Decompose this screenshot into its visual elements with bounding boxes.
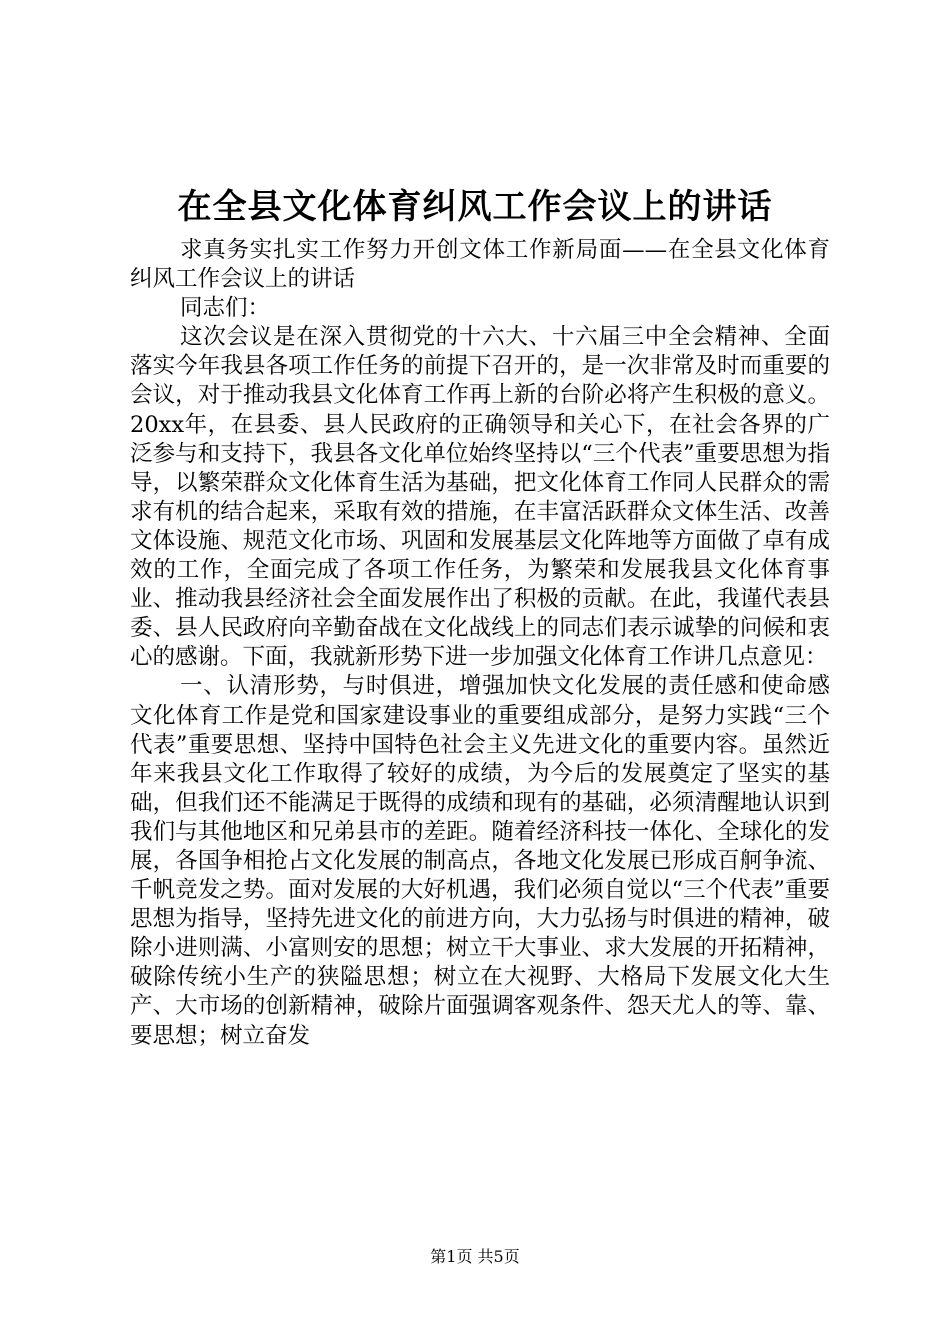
body-paragraph: 这次会议是在深入贯彻党的十六大、十六届三中全会精神、全面落实今年我县各项工作任务的前提下召开的，是一次非常及时而重要的会议，对于推动我县文化体育工作再上新的台阶必将产生积极的意义。20xx年，在县委、县人民政府的正确领导和关心下，在社会各界的广泛参与和支持下，我县各文化单位始终坚持以“三个代表”重要思想为指导，以繁荣群众文化体育生活为基础，把文化体育工作同人民群众的需求有机的结合起来，采取有效的措施，在丰富活跃群众文体生活、改善文体设施、规范文化市场、巩固和发展基层文化阵地等方面做了卓有成效的工作，全面完成了各项工作任务，为繁荣和发展我县文化体育事业、推动我县经济社会全面发展作出了积极的贡献。在此，我谨代表县委、县人民政府向辛勤奋战在文化战线上的同志们表示诚挚的问候和衷心的感谢。下面，我就新形势下进一步加强文化体育工作讲几点意见：: [130, 324, 830, 671]
page-number-footer: 第1页 共5页: [430, 1247, 520, 1266]
subtitle-paragraph: 求真务实扎实工作努力开创文体工作新局面——在全县文化体育纠风工作会议上的讲话: [130, 237, 830, 293]
document-body: [130, 236, 830, 1051]
body-paragraph: 一、认清形势，与时俱进，增强加快文化发展的责任感和使命感文化体育工作是党和国家建设事业的重要组成部分，是努力实践“三个代表”重要思想、坚持中国特色社会主义先进文化的重要内容。虽然近年来我县文化工作取得了较好的成绩，为今后的发展奠定了坚实的基础，但我们还不能满足于既得的成绩和现有的基础，必须清醒地认识到我们与其他地区和兄弟县市的差距。随着经济科技一体化、全球化的发展，各国争相抢占文化发展的制高点，各地文化发展已形成百舸争流、千帆竞发之势。面对发展的大好机遇，我们必须自觉以“三个代表”重要思想为指导，坚持先进文化的前进方向，大力弘扬与时俱进的精神，破除小进则满、小富则安的思想；树立干大事业、求大发展的开拓精神，破除传统小生产的狭隘思想；树立在大视野、大格局下发展文化大生产、大市场的创新精神，破除片面强调客观条件、怨天尤人的等、靠、要思想；树立奋发: [130, 673, 830, 1049]
document-title: 在全县文化体育纠风工作会议上的讲话: [177, 187, 773, 227]
salutation-paragraph: 同志们：: [180, 295, 271, 322]
